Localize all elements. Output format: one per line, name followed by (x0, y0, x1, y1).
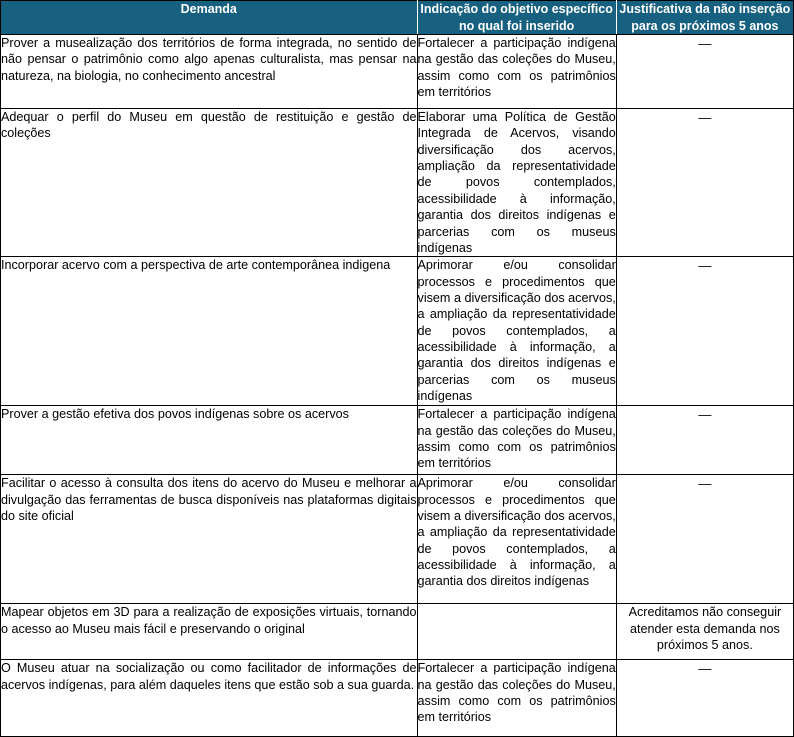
cell-demanda: O Museu atuar na socialização ou como facilitador de informações de acervos indígenas, para além daqueles itens que estão sob a sua guarda. (1, 660, 418, 737)
column-header-objetivo-line2: no qual foi inserido (459, 18, 575, 33)
cell-justificativa: — (616, 109, 793, 257)
cell-objetivo: Aprimorar e/ou consolidar processos e procedimentos que visem a diversificação dos acervos, a ampliação da representatividade de povos contemplados, a acessibilidade à informação, a garantia dos direitos indígenas (417, 475, 616, 604)
table-row (1, 257, 794, 406)
table-row (1, 35, 794, 109)
cell-objetivo: Fortalecer a participação indígena na gestão das coleções do Museu, assim como com os patrimônios em territórios (417, 660, 616, 737)
table-header-row (1, 1, 794, 35)
cell-justificativa: Acreditamos não conseguir atender esta demanda nos próximos 5 anos. (616, 604, 793, 660)
cell-justificativa: — (616, 475, 793, 604)
cell-justificativa: — (616, 660, 793, 737)
column-header-demanda: Demanda (1, 1, 418, 35)
cell-objetivo: Aprimorar e/ou consolidar processos e procedimentos que visem a diversificação dos acervos, a ampliação da representatividade de povos contemplados, a acessibilidade à informação, a garantia dos direitos indígenas e parcerias com os museus indígenas (417, 257, 616, 406)
table-row (1, 604, 794, 660)
cell-justificativa: — (616, 257, 793, 406)
cell-justificativa: — (616, 35, 793, 109)
cell-demanda: Incorporar acervo com a perspectiva de arte contemporânea indigena (1, 257, 418, 406)
column-header-justificativa (616, 1, 793, 35)
cell-demanda: Mapear objetos em 3D para a realização de exposições virtuais, tornando o acesso ao Museu mais fácil e preservando o original (1, 604, 418, 660)
cell-objetivo (417, 604, 616, 660)
column-header-justificativa-line2: para os próximos 5 anos (631, 18, 779, 33)
table-row (1, 475, 794, 604)
table-row (1, 109, 794, 257)
cell-demanda: Facilitar o acesso à consulta dos itens do acervo do Museu e melhorar a divulgação das ferramentas de busca disponíveis nas plataformas digitais do site oficial (1, 475, 418, 604)
cell-demanda: Prover a gestão efetiva dos povos indígenas sobre os acervos (1, 406, 418, 475)
cell-demanda: Adequar o perfil do Museu em questão de restituição e gestão de coleções (1, 109, 418, 257)
cell-objetivo: Fortalecer a participação indígena na gestão das coleções do Museu, assim como com os patrimônios em territórios (417, 406, 616, 475)
cell-justificativa: — (616, 406, 793, 475)
column-header-justificativa-line1: Justificativa da não inserção (619, 2, 791, 16)
cell-objetivo: Fortalecer a participação indígena na gestão das coleções do Museu, assim como com os patrimônios em territórios (417, 35, 616, 109)
table-row (1, 406, 794, 475)
table-body (1, 35, 794, 737)
cell-demanda: Prover a musealização dos territórios de forma integrada, no sentido de não pensar o patrimônio como algo apenas culturalista, mas pensar na natureza, na biologia, no conhecimento ancestral (1, 35, 418, 109)
column-header-objetivo (417, 1, 616, 35)
column-header-objetivo-line1: Indicação do objetivo específico (420, 2, 613, 16)
table-row (1, 660, 794, 737)
table-header (1, 1, 794, 35)
cell-objetivo: Elaborar uma Política de Gestão Integrada de Acervos, visando diversificação dos acervos, ampliação da representatividade de povos contemplados, acessibilidade à informação, garantia dos direitos indígenas e parcerias com os museus indígenas (417, 110, 616, 255)
